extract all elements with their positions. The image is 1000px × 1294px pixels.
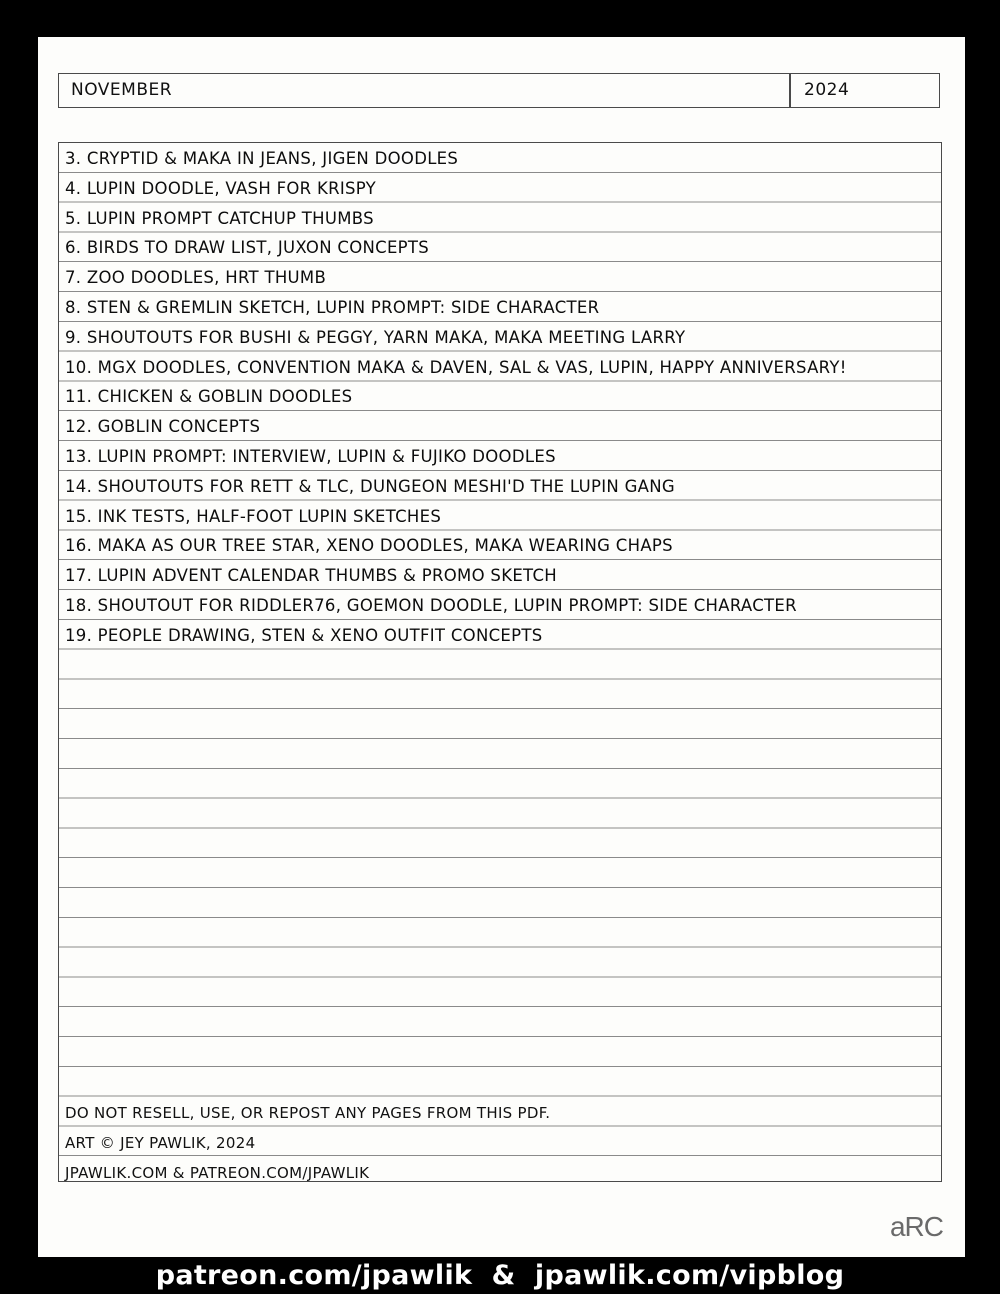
entry-line: 12. GOBLIN CONCEPTS: [65, 417, 261, 437]
entry-line: 3. CRYPTID & MAKA IN JEANS, JIGEN DOODLES: [65, 149, 459, 168]
journal-page: [38, 37, 965, 1257]
lined-writing-area: [58, 142, 942, 1182]
page-footer: [65, 1097, 935, 1186]
entry-line: 5. LUPIN PROMPT CATCHUP THUMBS: [65, 208, 374, 228]
entry-line: 7. ZOO DOODLES, HRT THUMB: [65, 268, 327, 288]
entry-list: [65, 143, 935, 650]
entry-line: 11. CHICKEN & GOBLIN DOODLES: [65, 387, 353, 407]
entry-line: 16. MAKA AS OUR TREE STAR, XENO DOODLES, MAKA WEARING CHAPS: [65, 536, 673, 556]
entry-line: 9. SHOUTOUTS FOR BUSHI & PEGGY, YARN MAKA, MAKA MEETING LARRY: [65, 327, 686, 347]
footer-notice: DO NOT RESELL, USE, OR REPOST ANY PAGES FROM THIS PDF.: [65, 1104, 551, 1122]
entry-line: 4. LUPIN DOODLE, VASH FOR KRISPY: [65, 178, 377, 198]
entry-line: 19. PEOPLE DRAWING, STEN & XENO OUTFIT CONCEPTS: [65, 625, 543, 645]
entry-line: 10. MGX DOODLES, CONVENTION MAKA & DAVEN, SAL & VAS, LUPIN, HAPPY ANNIVERSARY!: [65, 357, 847, 377]
arc-logo: aRC: [889, 1211, 943, 1242]
entry-line: 8. STEN & GREMLIN SKETCH, LUPIN PROMPT: SIDE CHARACTER: [65, 297, 600, 317]
entry-line: 6. BIRDS TO DRAW LIST, JUXON CONCEPTS: [65, 238, 430, 258]
year-label: 2024: [804, 80, 850, 100]
header-box: [58, 73, 940, 108]
footer-links: JPAWLIK.COM & PATREON.COM/JPAWLIK: [65, 1163, 370, 1182]
bottom-banner-text: patreon.com/jpawlik & jpawlik.com/vipblog: [155, 1259, 845, 1291]
entry-line: 17. LUPIN ADVENT CALENDAR THUMBS & PROMO SKETCH: [65, 566, 557, 586]
entry-line: 13. LUPIN PROMPT: INTERVIEW, LUPIN & FUJIKO DOODLES: [65, 446, 556, 466]
footer-copyright: ART © JEY PAWLIK, 2024: [65, 1133, 256, 1152]
entry-line: 14. SHOUTOUTS FOR RETT & TLC, DUNGEON MESHI'D THE LUPIN GANG: [65, 476, 675, 496]
header-divider: [789, 74, 791, 107]
bottom-banner: [0, 1256, 1000, 1294]
entry-line: 15. INK TESTS, HALF-FOOT LUPIN SKETCHES: [65, 506, 442, 526]
entry-line: 18. SHOUTOUT FOR RIDDLER76, GOEMON DOODLE, LUPIN PROMPT: SIDE CHARACTER: [65, 595, 797, 615]
month-label: NOVEMBER: [71, 80, 173, 100]
